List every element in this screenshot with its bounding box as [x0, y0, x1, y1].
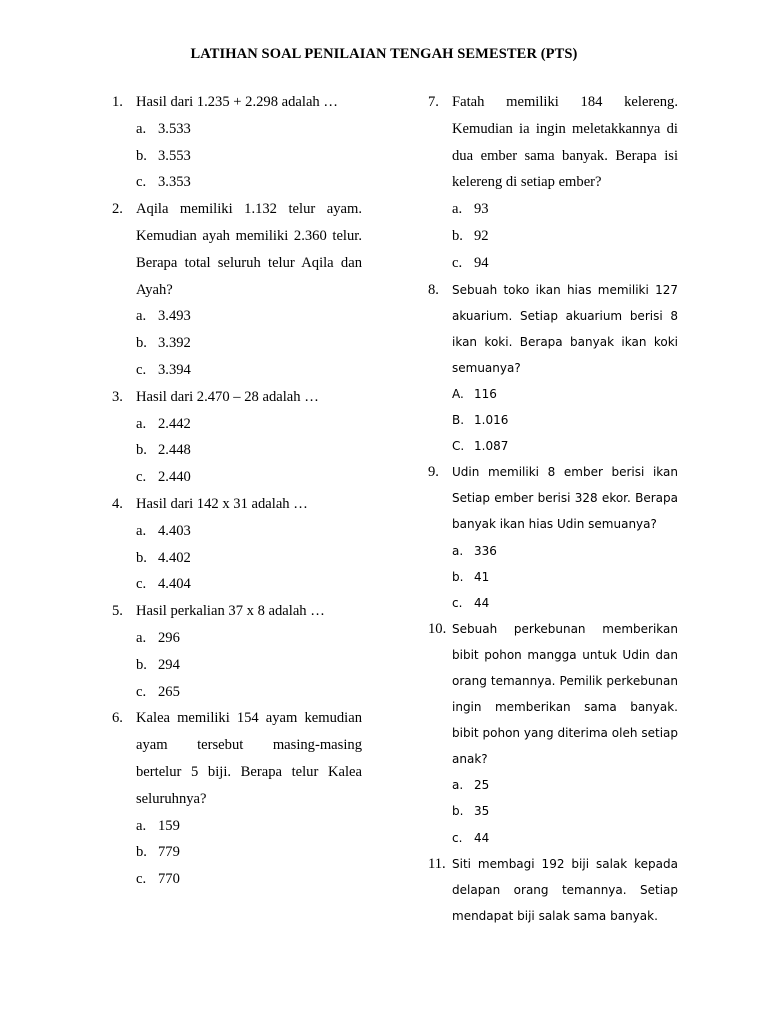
option-value: 116: [474, 386, 497, 401]
answer-option: [136, 545, 362, 572]
question-text-line: Berapa total seluruh telur Aqila dan: [136, 254, 362, 271]
question-text-line: Sebuah toko ikan hias memiliki 127: [452, 282, 678, 297]
option-letter: B.: [452, 413, 465, 428]
option-letter: c.: [452, 830, 463, 845]
question-item: [428, 459, 678, 616]
option-value: 44: [474, 830, 490, 845]
answer-option: [452, 538, 678, 564]
option-letter: b.: [452, 804, 464, 819]
answer-options: [136, 303, 362, 383]
question-item: [112, 384, 362, 491]
question-text-line: Sebuah perkebunan memberikan: [452, 621, 678, 636]
option-value: 779: [158, 844, 180, 861]
option-value: 3.394: [158, 361, 191, 378]
option-letter: b.: [136, 844, 147, 861]
option-value: 3.553: [158, 147, 191, 164]
question-text-line: anak?: [452, 752, 488, 767]
answer-option: [136, 652, 362, 679]
answer-option: [452, 196, 678, 223]
answer-option: [452, 772, 678, 798]
question-text-line: kelereng di setiap ember?: [452, 174, 602, 191]
option-letter: c.: [136, 361, 147, 378]
option-letter: b.: [136, 442, 147, 459]
option-value: 296: [158, 629, 180, 646]
question-text-line: Siti membagi 192 biji salak kepada: [452, 856, 678, 871]
question-text-line: Hasil perkalian 37 x 8 adalah …: [136, 603, 325, 620]
question-text-line: akuarium. Setiap akuarium berisi 8: [452, 308, 678, 323]
right-question-column: [428, 89, 678, 929]
question-text: [136, 196, 362, 303]
option-letter: c.: [136, 469, 147, 486]
question-item: [428, 851, 678, 929]
option-letter: a.: [136, 522, 147, 539]
question-item: [112, 598, 362, 705]
answer-options: [452, 196, 678, 276]
question-text-line: orang temannya. Pemilik perkebunan: [452, 673, 678, 688]
question-text-line: Hasil dari 2.470 – 28 adalah …: [136, 388, 319, 405]
question-item: [112, 89, 362, 196]
question-number: 10.: [428, 620, 447, 637]
option-letter: b.: [136, 335, 147, 352]
option-letter: c.: [136, 174, 147, 191]
answer-option: [452, 433, 678, 459]
answer-option: [136, 813, 362, 840]
answer-option: [452, 564, 678, 590]
question-text: [452, 616, 678, 773]
question-text-line: dua ember sama banyak. Berapa isi: [452, 147, 678, 164]
question-text-line: Kemudian ia ingin meletakkannya di: [452, 120, 678, 137]
option-letter: a.: [136, 629, 147, 646]
question-text-line: Hasil dari 142 x 31 adalah …: [136, 495, 308, 512]
question-text-line: Fatah memiliki 184 kelereng.: [452, 94, 678, 110]
question-item: [112, 491, 362, 598]
answer-option: [136, 571, 362, 598]
question-text-line: bertelur 5 biji. Berapa telur Kalea: [136, 763, 362, 780]
option-value: 4.404: [158, 576, 191, 593]
option-letter: a.: [136, 817, 147, 834]
question-text: [452, 89, 678, 196]
answer-option: [136, 464, 362, 491]
answer-option: [136, 330, 362, 357]
question-number: 1.: [112, 94, 123, 110]
option-letter: c.: [452, 595, 463, 610]
option-letter: C.: [452, 439, 465, 454]
question-text: [136, 705, 362, 812]
option-value: 3.493: [158, 308, 191, 325]
option-value: 4.402: [158, 549, 191, 566]
option-value: 93: [474, 201, 489, 218]
option-value: 2.448: [158, 442, 191, 459]
answer-options: [136, 116, 362, 196]
question-text-line: seluruhnya?: [136, 790, 207, 807]
option-value: 336: [474, 543, 497, 558]
option-letter: c.: [136, 683, 147, 700]
answer-options: [452, 381, 678, 459]
question-number: 8.: [428, 281, 439, 298]
question-text-line: Aqila memiliki 1.132 telur ayam.: [136, 201, 362, 218]
option-letter: b.: [452, 227, 463, 244]
option-letter: b.: [136, 656, 147, 673]
option-value: 3.533: [158, 120, 191, 137]
question-number: 4.: [112, 495, 123, 512]
question-text-line: ingin memberikan sama banyak.: [452, 700, 678, 715]
question-item: [428, 616, 678, 851]
answer-option: [136, 357, 362, 384]
question-text-line: Ayah?: [136, 281, 173, 298]
question-text-line: delapan orang temannya. Setiap: [452, 882, 678, 897]
option-value: 3.392: [158, 335, 191, 352]
question-text: [136, 598, 362, 625]
option-letter: a.: [136, 120, 147, 137]
question-item: [428, 89, 678, 277]
left-question-column: [112, 89, 362, 893]
question-text-line: Setiap ember berisi 328 ekor. Berapa: [452, 491, 678, 506]
question-text: [452, 851, 678, 929]
question-number: 11.: [428, 855, 446, 872]
option-value: 44: [474, 595, 490, 610]
option-value: 94: [474, 254, 489, 271]
answer-options: [136, 625, 362, 705]
question-text-line: bibit pohon yang diterima oleh setiap: [452, 726, 678, 741]
answer-option: [136, 839, 362, 866]
option-value: 41: [474, 569, 490, 584]
answer-option: [452, 798, 678, 824]
question-number: 7.: [428, 94, 439, 110]
option-value: 3.353: [158, 174, 191, 191]
question-text-line: bibit pohon mangga untuk Udin dan: [452, 647, 678, 662]
option-value: 1.016: [474, 413, 509, 428]
answer-option: [136, 169, 362, 196]
answer-option: [136, 143, 362, 170]
question-number: 3.: [112, 388, 123, 405]
option-value: 2.442: [158, 415, 191, 432]
question-text-line: Udin memiliki 8 ember berisi ikan: [452, 465, 678, 480]
answer-option: [452, 590, 678, 616]
answer-option: [136, 866, 362, 893]
question-item: [112, 705, 362, 893]
option-value: 1.087: [474, 439, 509, 454]
question-text-line: ayam tersebut masing-masing: [136, 737, 362, 754]
question-text: [136, 491, 362, 518]
answer-options: [452, 772, 678, 850]
question-text-line: Hasil dari 1.235 + 2.298 adalah …: [136, 94, 338, 110]
option-letter: a.: [452, 201, 463, 218]
option-letter: a.: [136, 308, 147, 325]
answer-option: [452, 381, 678, 407]
question-text: [136, 89, 362, 116]
question-text-line: ikan koki. Berapa banyak ikan koki: [452, 334, 678, 349]
question-text-line: semuanya?: [452, 360, 521, 375]
answer-option: [136, 437, 362, 464]
option-letter: a.: [452, 778, 464, 793]
answer-option: [136, 411, 362, 438]
option-value: 4.403: [158, 522, 191, 539]
option-value: 294: [158, 656, 180, 673]
answer-option: [452, 250, 678, 277]
answer-options: [136, 411, 362, 491]
option-letter: a.: [452, 543, 464, 558]
answer-option: [452, 223, 678, 250]
answer-option: [136, 625, 362, 652]
option-value: 25: [474, 778, 490, 793]
question-number: 2.: [112, 201, 123, 218]
question-text-line: mendapat biji salak sama banyak.: [452, 908, 658, 923]
option-letter: c.: [136, 871, 147, 888]
option-letter: a.: [136, 415, 147, 432]
answer-options: [452, 538, 678, 616]
question-text-line: Kemudian ayah memiliki 2.360 telur.: [136, 227, 362, 244]
question-text-line: Kalea memiliki 154 ayam kemudian: [136, 710, 362, 727]
question-number: 5.: [112, 603, 123, 620]
page-title: LATIHAN SOAL PENILAIAN TENGAH SEMESTER (PTS): [190, 46, 578, 62]
answer-option: [452, 825, 678, 851]
option-value: 92: [474, 227, 489, 244]
question-text: [136, 384, 362, 411]
option-letter: A.: [452, 386, 464, 401]
option-value: 2.440: [158, 469, 191, 486]
option-letter: c.: [452, 254, 463, 271]
option-letter: b.: [136, 147, 147, 164]
answer-option: [136, 116, 362, 143]
answer-options: [136, 813, 362, 893]
option-value: 159: [158, 817, 180, 834]
option-letter: b.: [452, 569, 464, 584]
question-text-line: banyak ikan hias Udin semuanya?: [452, 517, 657, 532]
answer-option: [136, 303, 362, 330]
option-value: 770: [158, 871, 180, 888]
question-number: 9.: [428, 464, 439, 481]
question-number: 6.: [112, 710, 123, 727]
question-item: [112, 196, 362, 384]
question-text: [452, 277, 678, 381]
answer-options: [136, 518, 362, 598]
option-letter: b.: [136, 549, 147, 566]
question-item: [428, 277, 678, 460]
option-value: 265: [158, 683, 180, 700]
question-text: [452, 459, 678, 537]
answer-option: [136, 679, 362, 706]
answer-option: [452, 407, 678, 433]
option-value: 35: [474, 804, 490, 819]
option-letter: c.: [136, 576, 147, 593]
answer-option: [136, 518, 362, 545]
